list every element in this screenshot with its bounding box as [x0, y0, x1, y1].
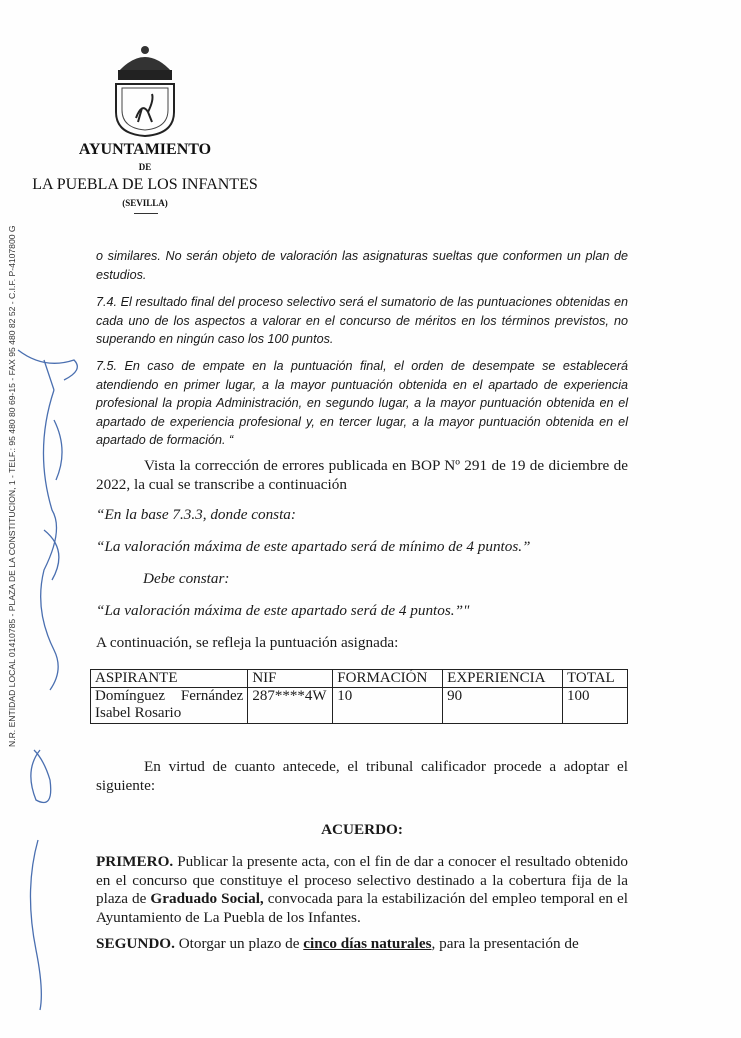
- header-rule: [134, 213, 158, 214]
- table-header-row: [91, 670, 628, 688]
- table-row: [91, 688, 628, 724]
- paragraph-segundo: [96, 935, 628, 954]
- paragraph-donde-consta: “En la base 7.3.3, donde consta:: [96, 506, 296, 523]
- header-total: TOTAL: [563, 670, 628, 688]
- paragraph-debe-constar: Debe constar:: [143, 570, 230, 587]
- plaza-name: Graduado Social,: [150, 890, 264, 907]
- header-nif: NIF: [248, 670, 333, 688]
- primero-text: Publicar la presente acta, con el fin de dar a conocer el resultado obtenido en el concurso que constituye el proceso selectivo destinado a la cobertura fija de la plaza de: [96, 853, 628, 907]
- cell-aspirante: Domínguez Fernández Isabel Rosario: [91, 688, 248, 724]
- cell-formacion: 10: [333, 688, 443, 724]
- org-de: DE: [138, 162, 152, 172]
- header-aspirante: ASPIRANTE: [91, 670, 248, 688]
- paragraph-virtud: En virtud de cuanto antecede, el tribunal calificador procede a adoptar el siguiente:: [96, 758, 628, 794]
- coat-of-arms-logo: [108, 42, 182, 138]
- cell-total: 100: [563, 688, 628, 724]
- cell-experiencia: 90: [443, 688, 563, 724]
- header-experiencia: EXPERIENCIA: [443, 670, 563, 688]
- paragraph-valoracion-4: “La valoración máxima de este apartado será de 4 puntos.”": [96, 602, 470, 619]
- segundo-text: Otorgar un plazo de: [174, 935, 304, 952]
- town-name: LA PUEBLA DE LOS INFANTES: [32, 176, 258, 193]
- scores-table: [90, 669, 628, 724]
- handwritten-signature: [14, 330, 94, 1030]
- header-formacion: FORMACIÓN: [333, 670, 443, 688]
- paragraph-primero: [96, 853, 628, 927]
- plazo-days: cinco días naturales: [303, 935, 432, 952]
- primero-label: PRIMERO.: [96, 853, 174, 870]
- segundo-text-end: , para la presentación de: [431, 935, 579, 952]
- segundo-label: SEGUNDO.: [96, 935, 175, 952]
- paragraph-similares: o similares. No serán objeto de valoración las asignaturas sueltas que conformen un plan de estudios.: [96, 249, 628, 282]
- cell-nif: 287****4W: [248, 688, 333, 724]
- paragraph-correccion: Vista la corrección de errores publicada en BOP Nº 291 de 19 de diciembre de 2022, la cual se transcribe a continuación: [96, 457, 628, 493]
- paragraph-valoracion-minimo: “La valoración máxima de este apartado será de mínimo de 4 puntos.”: [96, 538, 531, 555]
- margin-address: N.R. ENTIDAD LOCAL 01410785 - PLAZA DE LA CONSTITUCION, 1 - TELF.: 95 480 80 69-15 - FAX 95 480 82 52 - C.I.F. P-4107800 G: [7, 225, 17, 747]
- primero-text-end: convocada para la estabilización del empleo temporal en el Ayuntamiento de La Puebla de los Infantes.: [96, 890, 628, 926]
- paragraph-puntuacion: A continuación, se refleja la puntuación asignada:: [96, 634, 399, 651]
- province: (SEVILLA): [122, 198, 168, 208]
- paragraph-7-4: 7.4. El resultado final del proceso selectivo será el sumatorio de las puntuaciones obtenidas en cada uno de los aspectos a valorar en el concurso de méritos en los términos previstos, no superando en ningún caso los 100 puntos.: [96, 295, 628, 347]
- acuerdo-heading: ACUERDO:: [321, 821, 403, 838]
- org-name: AYUNTAMIENTO: [78, 141, 212, 158]
- paragraph-7-5: 7.5. En caso de empate en la puntuación final, el orden de desempate se establecerá atendiendo en primer lugar, a la mayor puntuación obtenida en el apartado de experiencia profesional la propia Administración, en segundo lugar, a la mayor puntuación obtenida en el apartado de experiencia profesional y, en tercer lugar, a la mayor puntuación obtenida en el apartado de formación. “: [96, 359, 628, 448]
